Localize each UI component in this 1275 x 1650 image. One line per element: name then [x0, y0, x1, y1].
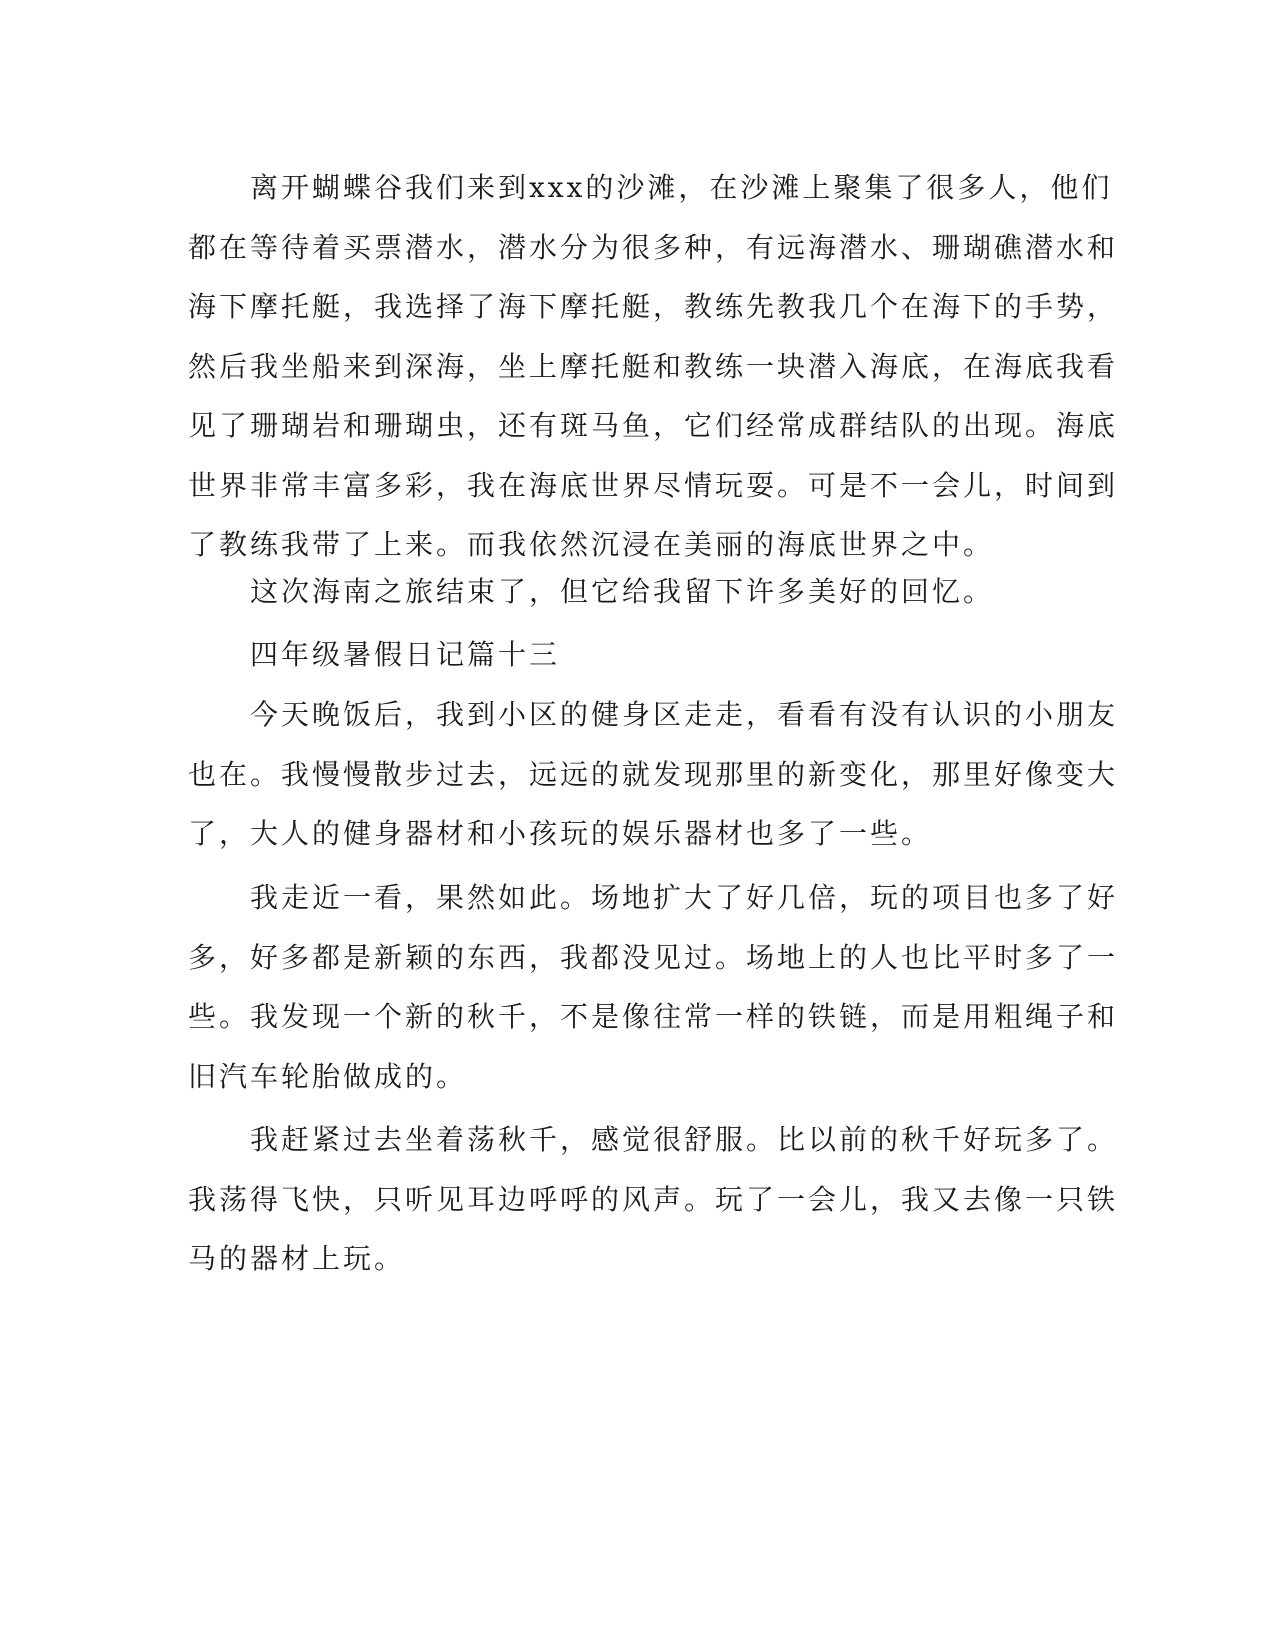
text-line: 也在。我慢慢散步过去，远远的就发现那里的新变化，那里好像变大: [188, 757, 1119, 791]
text-line: 了，大人的健身器材和小孩玩的娱乐器材也多了一些。: [188, 817, 933, 850]
paragraph-fitness-area: [188, 685, 1119, 864]
text-line: 海下摩托艇，我选择了海下摩托艇，教练先教我几个在海下的手势，: [188, 290, 1119, 323]
heading-line: 四年级暑假日记篇十三: [188, 638, 561, 671]
text-line: 都在等待着买票潜水，潜水分为很多种，有远海潜水、珊瑚礁潜水和: [188, 230, 1119, 264]
paragraph-underwater-motorboat: [188, 158, 1119, 575]
paragraph-swinging: [188, 1110, 1119, 1289]
text-line: 了教练我带了上来。而我依然沉浸在美丽的海底世界之中。: [188, 528, 995, 561]
text-line: 世界非常丰富多彩，我在海底世界尽情玩耍。可是不一会儿，时间到: [188, 468, 1119, 502]
text-line: 今天晚饭后，我到小区的健身区走走，看看有没有认识的小朋友: [188, 698, 1119, 731]
text-line: 马的器材上玩。: [188, 1242, 406, 1275]
text-line: 多，好多都是新颖的东西，我都没见过。场地上的人也比平时多了一: [188, 940, 1119, 974]
text-line: 见了珊瑚岩和珊瑚虫，还有斑马鱼，它们经常成群结队的出现。海底: [188, 409, 1119, 442]
text-line: 旧汽车轮胎做成的。: [188, 1059, 468, 1093]
text-line: 我赶紧过去坐着荡秋千，感觉很舒服。比以前的秋千好玩多了。: [188, 1123, 1119, 1156]
text-line: 些。我发现一个新的秋千，不是像往常一样的铁链，而是用粗绳子和: [188, 1000, 1119, 1033]
text-line: 我荡得飞快，只听见耳边呼呼的风声。玩了一会儿，我又去像一只铁: [188, 1182, 1119, 1216]
text-line: 我走近一看，果然如此。场地扩大了好几倍，玩的项目也多了好: [188, 881, 1119, 914]
paragraph-trip-ending: [188, 562, 1068, 622]
text-line: 这次海南之旅结束了，但它给我留下许多美好的回忆。: [188, 575, 995, 608]
section-heading: [188, 625, 1068, 685]
text-line: 然后我坐船来到深海，坐上摩托艇和教练一块潜入海底，在海底我看: [188, 349, 1119, 383]
text-line: 离开蝴蝶谷我们来到xxx的沙滩，在沙滩上聚集了很多人，他们: [188, 171, 1113, 204]
paragraph-new-swing: [188, 868, 1119, 1106]
